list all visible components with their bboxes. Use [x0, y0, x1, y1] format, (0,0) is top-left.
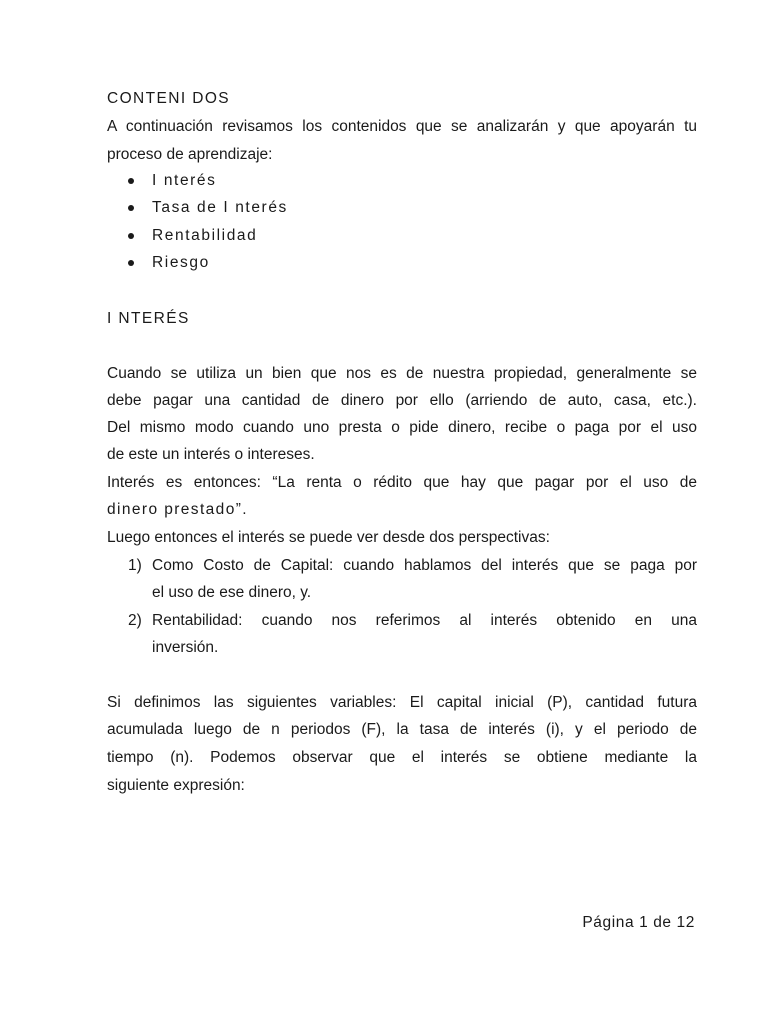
paragraph-line: tiempo (n). Podemos observar que el interés se obtiene mediante la [107, 749, 697, 766]
intro-line-2: proceso de aprendizaje: [107, 146, 273, 163]
perspectives-intro: Luego entonces el interés se puede ver desde dos perspectivas: [107, 529, 550, 546]
bullet-icon [128, 260, 134, 266]
intro-line-1: A continuación revisamos los contenidos que se analizarán y que apoyarán tu [107, 118, 697, 135]
section-heading-interest: I NTERÉS [107, 310, 190, 327]
paragraph-line: debe pagar una cantidad de dinero por ello (arriendo de auto, casa, etc.). [107, 392, 697, 409]
list-item-label: I nterés [152, 172, 217, 189]
list-item-text: Como Costo de Capital: cuando hablamos del interés que se paga por [152, 557, 697, 574]
definition-line-2: dinero prestado”. [107, 501, 248, 518]
list-item-label: Rentabilidad [152, 227, 258, 244]
list-item-label: Tasa de I nterés [152, 199, 288, 216]
paragraph-line: Cuando se utiliza un bien que nos es de nuestra propiedad, generalmente se [107, 365, 697, 382]
list-item-text: el uso de ese dinero, y. [152, 584, 312, 601]
list-item-label: Riesgo [152, 254, 210, 271]
page-number-footer: Página 1 de 12 [582, 914, 695, 931]
list-item-text: Rentabilidad: cuando nos referimos al interés obtenido en una [152, 612, 697, 629]
section-heading-contents: CONTENI DOS [107, 90, 231, 107]
bullet-icon [128, 178, 134, 184]
paragraph-line: Del mismo modo cuando uno presta o pide dinero, recibe o paga por el uso [107, 419, 697, 436]
bullet-icon [128, 205, 134, 211]
paragraph-line: de este un interés o intereses. [107, 446, 315, 463]
paragraph-line: Si definimos las siguientes variables: El capital inicial (P), cantidad futura [107, 694, 697, 711]
paragraph-line: siguiente expresión: [107, 777, 245, 794]
list-item-number: 2) [128, 612, 142, 629]
definition-line-1: Interés es entonces: “La renta o rédito que hay que pagar por el uso de [107, 474, 697, 491]
bullet-icon [128, 233, 134, 239]
paragraph-line: acumulada luego de n periodos (F), la tasa de interés (i), y el periodo de [107, 721, 697, 738]
list-item-number: 1) [128, 557, 142, 574]
list-item-text: inversión. [152, 639, 219, 656]
